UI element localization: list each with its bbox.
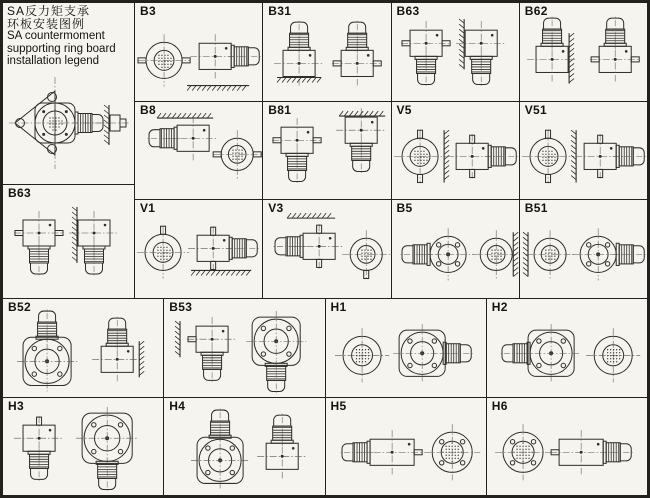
legend-text bbox=[7, 5, 132, 68]
cell-H1 bbox=[326, 299, 486, 397]
cell-label: H6 bbox=[491, 398, 508, 413]
left-column bbox=[3, 3, 134, 298]
cell-V3 bbox=[263, 200, 390, 298]
cell-label: B53 bbox=[169, 300, 193, 314]
legend-cell bbox=[3, 3, 134, 184]
cell-H2 bbox=[487, 299, 647, 397]
cell-V51 bbox=[520, 102, 647, 200]
cell-B8 bbox=[135, 102, 262, 200]
cell-B52 bbox=[3, 299, 163, 397]
cell-label: V51 bbox=[524, 102, 548, 117]
cell-label: B63 bbox=[396, 4, 420, 18]
legend-title-en-line2: supporting ring board bbox=[7, 42, 116, 55]
cell-B62 bbox=[520, 3, 647, 101]
cell-V1 bbox=[135, 200, 262, 298]
cell-H4 bbox=[164, 398, 324, 496]
gearmotor-drawing-B63-left-column bbox=[3, 185, 134, 298]
cell-H3 bbox=[3, 398, 163, 496]
cell-V5 bbox=[392, 102, 519, 200]
legend-title-zh-line2: 环板安装图例 bbox=[7, 16, 86, 31]
cell-B3 bbox=[135, 3, 262, 101]
cell-label: B3 bbox=[140, 4, 156, 18]
cell-label: B51 bbox=[524, 201, 548, 216]
gearmotor-drawing-H2 bbox=[487, 299, 647, 397]
cell-label: B62 bbox=[524, 4, 548, 18]
cell-B63-top bbox=[392, 3, 519, 101]
cell-B51 bbox=[520, 200, 647, 298]
gearmotor-drawing-H3 bbox=[3, 398, 163, 496]
cell-B5 bbox=[392, 200, 519, 298]
gearmotor-drawing-H1 bbox=[326, 299, 486, 397]
cell-label: B81 bbox=[268, 102, 292, 117]
lower-grid bbox=[3, 299, 647, 495]
ring-board-support-drawing bbox=[3, 65, 134, 184]
cell-label: B31 bbox=[268, 4, 292, 18]
cell-B81 bbox=[263, 102, 390, 200]
gearmotor-drawing-H5 bbox=[326, 398, 486, 496]
cell-label: B8 bbox=[140, 102, 156, 117]
legend-title-en-line1: SA countermoment bbox=[7, 30, 105, 43]
upper-grid bbox=[135, 3, 647, 298]
legend-title-zh-line1: SA反力矩支承 bbox=[7, 4, 91, 18]
cell-label: H2 bbox=[491, 300, 508, 314]
cell-B31 bbox=[263, 3, 390, 101]
cell-label: H4 bbox=[169, 398, 186, 413]
left-column-cell-slot bbox=[3, 185, 134, 298]
cell-label: B52 bbox=[8, 300, 31, 314]
cell-H5 bbox=[326, 398, 486, 496]
cell-H6 bbox=[487, 398, 647, 496]
cell-label: H1 bbox=[330, 300, 347, 314]
gearmotor-drawing-H6 bbox=[487, 398, 647, 496]
top-area bbox=[3, 3, 647, 298]
cell-label: B5 bbox=[396, 201, 413, 216]
cell-label: H3 bbox=[8, 398, 24, 413]
cell-label: B63 bbox=[8, 186, 31, 200]
cell-label: V1 bbox=[140, 201, 156, 216]
cell-label: V5 bbox=[396, 102, 412, 117]
cell-B63-left-column bbox=[3, 185, 134, 298]
cell-label: H5 bbox=[330, 398, 347, 413]
legend-title-en-line3: installation legend bbox=[7, 55, 100, 68]
cell-label: V3 bbox=[268, 201, 284, 216]
cell-B53 bbox=[164, 299, 324, 397]
gearmotor-drawing-H4 bbox=[164, 398, 324, 496]
